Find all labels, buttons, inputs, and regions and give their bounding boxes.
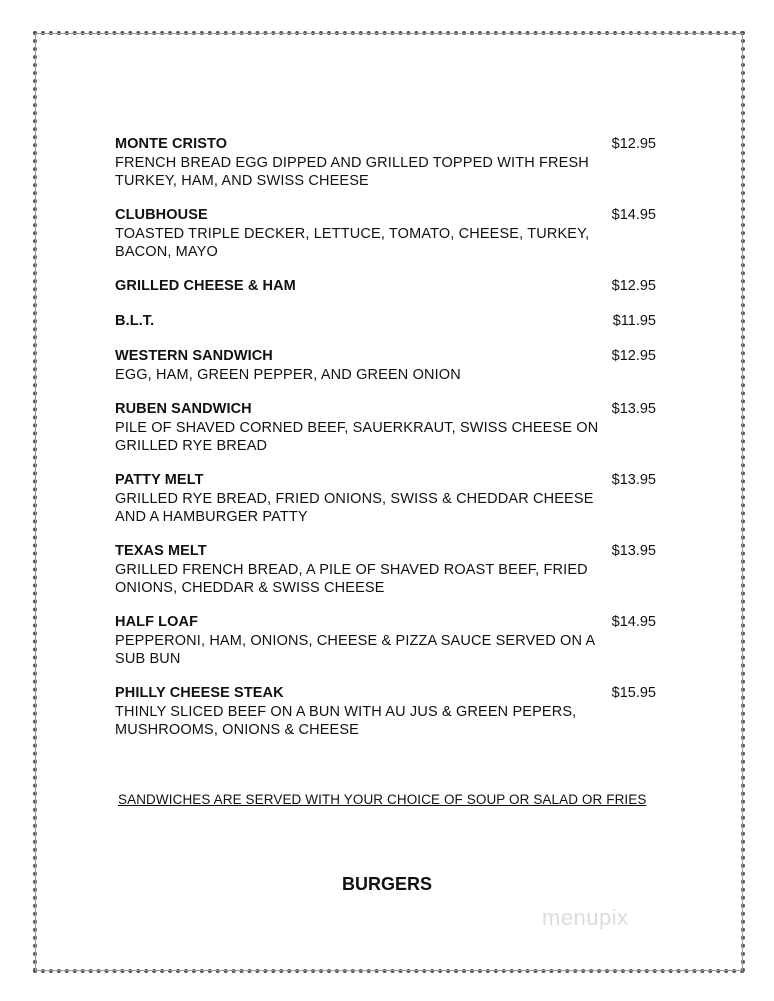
item-price: $14.95 bbox=[611, 614, 656, 630]
item-name: B.L.T. bbox=[115, 313, 155, 329]
menu-item bbox=[115, 313, 660, 331]
menu-item bbox=[115, 685, 660, 739]
menu-item bbox=[115, 278, 660, 296]
item-price: $15.95 bbox=[611, 685, 656, 701]
item-name: RUBEN SANDWICH bbox=[115, 401, 252, 417]
item-description: TOASTED TRIPLE DECKER, LETTUCE, TOMATO, CHEESE, TURKEY, BACON, MAYO bbox=[115, 226, 590, 260]
menu-item bbox=[115, 401, 660, 455]
menu-item bbox=[115, 472, 660, 526]
item-price: $12.95 bbox=[611, 348, 656, 364]
item-description: EGG, HAM, GREEN PEPPER, AND GREEN ONION bbox=[115, 367, 461, 383]
item-name: MONTE CRISTO bbox=[115, 136, 228, 152]
item-price: $12.95 bbox=[611, 136, 656, 152]
section-title: BURGERS bbox=[341, 874, 432, 894]
item-name: TEXAS MELT bbox=[115, 543, 207, 559]
item-name: PATTY MELT bbox=[115, 472, 204, 488]
menu-item bbox=[115, 136, 660, 190]
sides-note: SANDWICHES ARE SERVED WITH YOUR CHOICE OF SOUP OR SALAD OR FRIES bbox=[118, 792, 647, 807]
sandwich-menu bbox=[115, 136, 660, 756]
item-price: $13.95 bbox=[611, 472, 656, 488]
item-price: $14.95 bbox=[611, 207, 656, 223]
item-name: CLUBHOUSE bbox=[115, 207, 208, 223]
menu-item bbox=[115, 543, 660, 597]
item-price: $13.95 bbox=[611, 543, 656, 559]
item-name: WESTERN SANDWICH bbox=[115, 348, 273, 364]
menu-item bbox=[115, 614, 660, 668]
item-description: THINLY SLICED BEEF ON A BUN WITH AU JUS & GREEN PEPERS, MUSHROOMS, ONIONS & CHEESE bbox=[115, 704, 577, 738]
menu-item bbox=[115, 348, 660, 384]
item-description: PEPPERONI, HAM, ONIONS, CHEESE & PIZZA SAUCE SERVED ON A SUB BUN bbox=[115, 633, 595, 667]
item-description: GRILLED FRENCH BREAD, A PILE OF SHAVED ROAST BEEF, FRIED ONIONS, CHEDDAR & SWISS CHEESE bbox=[115, 562, 588, 596]
item-description: GRILLED RYE BREAD, FRIED ONIONS, SWISS & CHEDDAR CHEESE AND A HAMBURGER PATTY bbox=[115, 491, 594, 525]
item-price: $13.95 bbox=[611, 401, 656, 417]
item-name: HALF LOAF bbox=[115, 614, 199, 630]
item-price: $11.95 bbox=[612, 313, 656, 329]
item-name: GRILLED CHEESE & HAM bbox=[115, 278, 296, 294]
item-name: PHILLY CHEESE STEAK bbox=[115, 685, 284, 701]
item-price: $12.95 bbox=[611, 278, 656, 294]
menu-item bbox=[115, 207, 660, 261]
item-description: FRENCH BREAD EGG DIPPED AND GRILLED TOPPED WITH FRESH TURKEY, HAM, AND SWISS CHEESE bbox=[115, 155, 589, 189]
watermark: menupix bbox=[542, 905, 629, 930]
item-description: PILE OF SHAVED CORNED BEEF, SAUERKRAUT, SWISS CHEESE ON GRILLED RYE BREAD bbox=[115, 420, 599, 454]
